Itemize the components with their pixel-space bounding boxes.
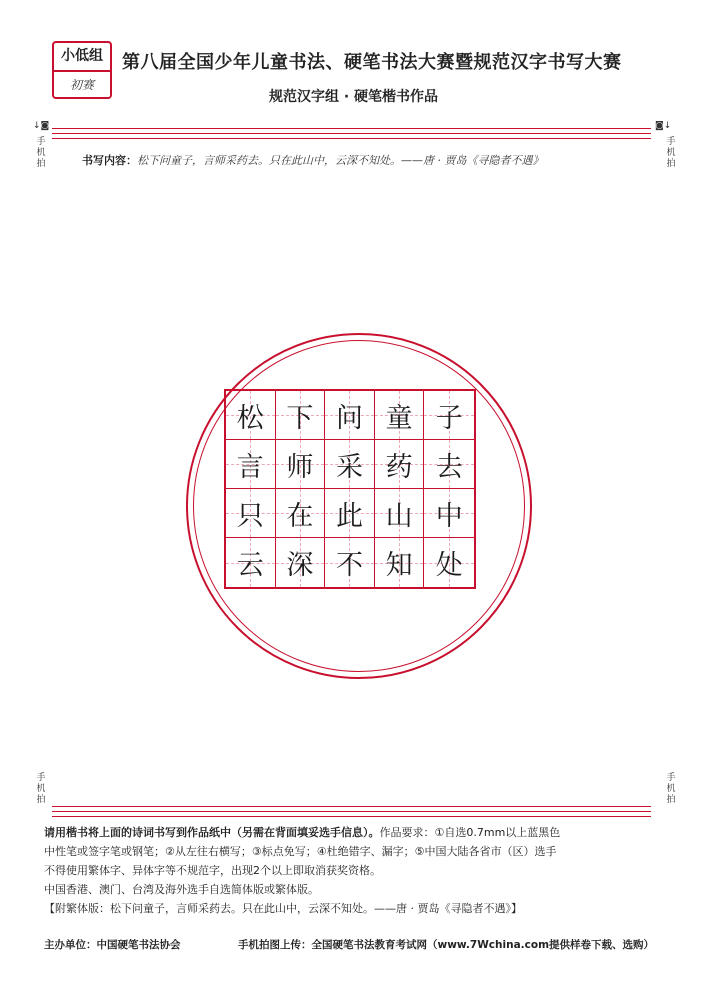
top-rule-3 (52, 138, 651, 139)
bottom-rule-3 (52, 816, 651, 817)
side-label-top-left: 手机拍 (36, 137, 46, 169)
writing-content-label: 书写内容： (82, 154, 137, 167)
grid-cell: 山 (375, 489, 425, 538)
grid-cell: 问 (325, 391, 375, 440)
bottom-rule-2 (52, 811, 651, 812)
camera-icon: ◙↓ (655, 121, 672, 131)
side-label-top-right: 手机拍 (666, 137, 676, 169)
grid-cell: 子 (424, 391, 474, 440)
grid-cell: 童 (375, 391, 425, 440)
grid-cell: 不 (325, 538, 375, 587)
grid-cell: 处 (424, 538, 474, 587)
grid-cell: 知 (375, 538, 425, 587)
badge-group-label: 小低组 (61, 48, 103, 64)
badge-round-label: 初赛 (54, 70, 110, 97)
camera-icon: ↓◙ (33, 121, 50, 131)
upload-text: 手机拍图上传：全国硬笔书法教育考试网（www.7Wchina.com提供样卷下载、选购） (238, 939, 655, 951)
page-title: 第八届全国少年儿童书法、硬笔书法大赛暨规范汉字书写大赛 (122, 52, 622, 73)
writing-content-text: 松下问童子，言师采药去。只在此山中，云深不知处。——唐 · 贾岛《寻隐者不遇》 (137, 154, 544, 167)
grid-cell: 下 (276, 391, 326, 440)
top-rule-2 (52, 133, 651, 134)
writing-content (82, 152, 544, 168)
grid-cell: 采 (325, 440, 375, 489)
grid-cell: 只 (226, 489, 276, 538)
grid-cell: 松 (226, 391, 276, 440)
grid-cell: 深 (276, 538, 326, 587)
grid-cell: 此 (325, 489, 375, 538)
organizer-text: 主办单位：中国硬笔书法协会 (44, 939, 181, 951)
bottom-rule-1 (52, 806, 651, 807)
side-label-bottom-right: 手机拍 (666, 773, 676, 805)
grid-cell: 云 (226, 538, 276, 587)
instruction-line: 中国香港、澳门、台湾及海外选手自选简体版或繁体版。 (44, 883, 319, 896)
instruction-line: 不得使用繁体字、异体字等不规范字，出现2个以上即取消获奖资格。 (44, 864, 381, 877)
grid-cell: 中 (424, 489, 474, 538)
grid-cell: 在 (276, 489, 326, 538)
instruction-line: 【附繁体版：松下问童子，言师采药去。只在此山中，云深不知处。——唐 · 贾岛《寻隐者不遇》】 (44, 902, 522, 915)
instruction-line: 请用楷书将上面的诗词书写到作品纸中（另需在背面填妥选手信息）。作品要求：①自选0.7mm以上蓝黑色 (44, 826, 561, 839)
grid-cell: 师 (276, 440, 326, 489)
grid-cell: 言 (226, 440, 276, 489)
grid-cell: 药 (375, 440, 425, 489)
side-label-bottom-left: 手机拍 (36, 773, 46, 805)
top-rule-1 (52, 128, 651, 129)
grid-cell: 去 (424, 440, 474, 489)
page-subtitle: 规范汉字组 · 硬笔楷书作品 (268, 89, 439, 105)
character-grid (224, 389, 476, 589)
instructions (44, 823, 684, 918)
instruction-line: 中性笔或签字笔或钢笔；②从左往右横写；③标点免写；④杜绝错字、漏字；⑤中国大陆各省市（区）选手 (44, 845, 557, 858)
